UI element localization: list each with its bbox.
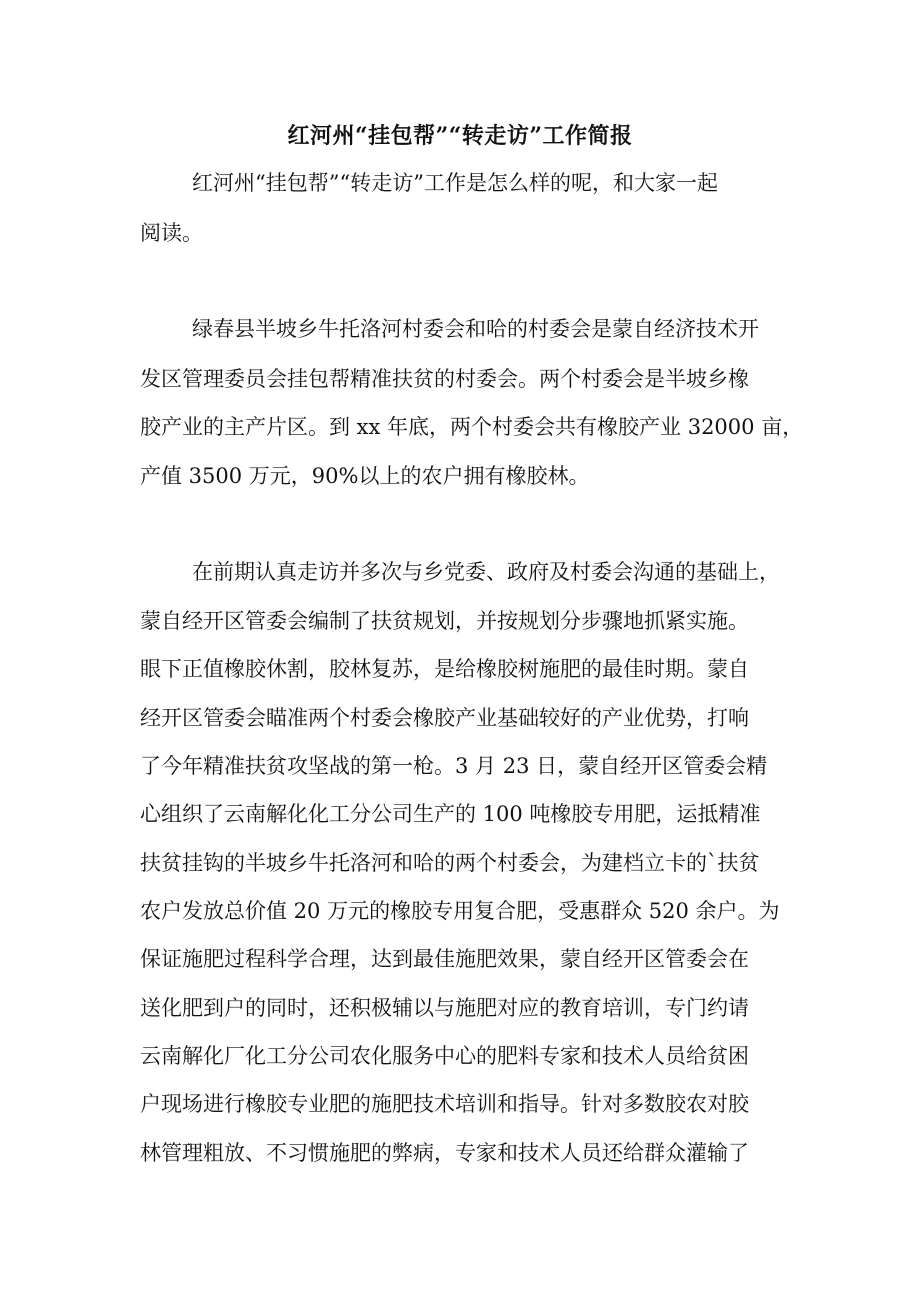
paragraph-line: 保证施肥过程科学合理，达到最佳施肥效果，蒙自经开区管委会在	[140, 947, 749, 971]
paragraph-line: 了今年精准扶贫攻坚战的第一枪。3 月 23 日，蒙自经开区管委会精	[140, 754, 768, 778]
paragraph-line: 林管理粗放、不习惯施肥的弊病，专家和技术人员还给群众灌输了	[140, 1141, 749, 1165]
paragraph-line: 蒙自经开区管委会编制了扶贫规划，并按规划分步骤地抓紧实施。	[140, 609, 749, 633]
paragraph-line: 发区管理委员会挂包帮精准扶贫的村委会。两个村委会是半坡乡橡	[140, 367, 749, 391]
intro-line: 阅读。	[140, 221, 203, 245]
paragraph-line: 心组织了云南解化化工分公司生产的 100 吨橡胶专用肥，运抵精准	[140, 802, 761, 826]
paragraph-line: 胶产业的主产片区。到 xx 年底，两个村委会共有橡胶产业 32000 亩，	[140, 415, 804, 439]
paragraph-line: 经开区管委会瞄准两个村委会橡胶产业基础较好的产业优势，打响	[140, 706, 749, 730]
document-title: 红河州“挂包帮”“转走访”工作简报	[287, 123, 633, 149]
paragraph-line: 产值 3500 万元，90%以上的农户拥有橡胶林。	[140, 464, 590, 488]
paragraph-line: 扶贫挂钩的半坡乡牛托洛河和哈的两个村委会，为建档立卡的`扶贫	[140, 851, 760, 875]
paragraph-line: 绿春县半坡乡牛托洛河村委会和哈的村委会是蒙自经济技术开	[192, 317, 759, 341]
intro-line: 红河州“挂包帮”“转走访”工作是怎么样的呢，和大家一起	[192, 171, 718, 195]
paragraph-line: 眼下正值橡胶休割，胶林复苏，是给橡胶树施肥的最佳时期。蒙自	[140, 657, 749, 681]
paragraph-line: 农户发放总价值 20 万元的橡胶专用复合肥，受惠群众 520 余户。为	[140, 899, 780, 923]
paragraph-line: 送化肥到户的同时，还积极辅以与施肥对应的教育培训，专门约请	[140, 996, 749, 1020]
paragraph-line: 在前期认真走访并多次与乡党委、政府及村委会沟通的基础上，	[192, 560, 780, 584]
paragraph-line: 户现场进行橡胶专业肥的施肥技术培训和指导。针对多数胶农对胶	[140, 1092, 749, 1116]
paragraph-line: 云南解化厂化工分公司农化服务中心的肥料专家和技术人员给贫困	[140, 1044, 749, 1068]
